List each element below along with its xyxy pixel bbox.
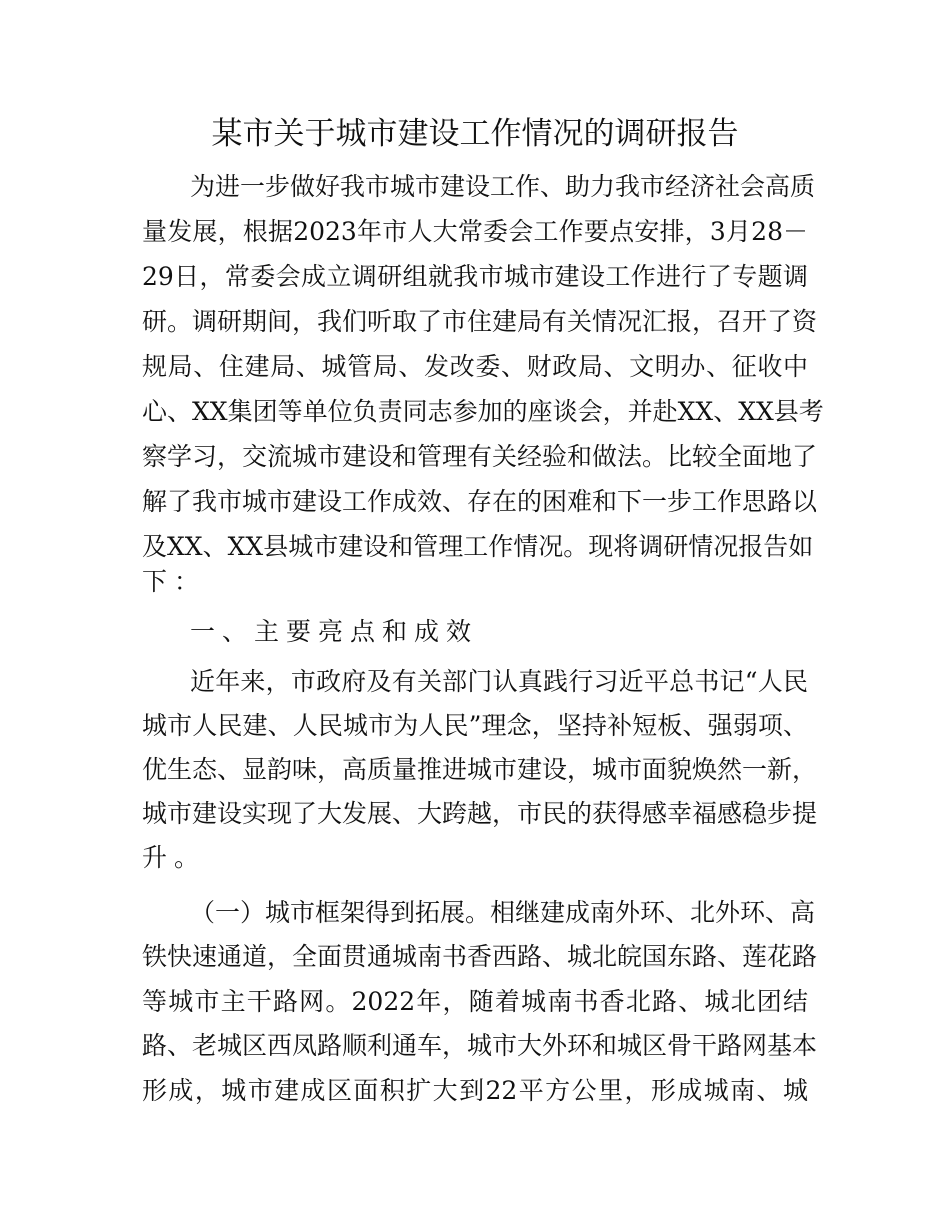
paragraph-line: 量发展，根据2023年市人大常委会工作要点安排，3月28－ — [142, 217, 808, 246]
document-title: 某市关于城市建设工作情况的调研报告 — [211, 116, 739, 152]
paragraph-line: 城市建设实现了大发展、大跨越，市民的获得感幸福感稳步提 — [142, 799, 818, 828]
paragraph-line: 铁快速通道，全面贯通城南书香西路、城北皖国东路、莲花路 — [142, 942, 818, 971]
paragraph-line: 心、XX集团等单位负责同志参加的座谈会，并赴XX、XX县考 — [142, 397, 824, 426]
paragraph-line: 近年来，市政府及有关部门认真践行习近平总书记“人民 — [190, 667, 808, 696]
paragraph-line: 29日，常委会成立调研组就我市城市建设工作进行了专题调 — [142, 262, 808, 291]
paragraph-line: 察学习，交流城市建设和管理有关经验和做法。比较全面地了 — [142, 442, 818, 471]
paragraph-line: 形成，城市建成区面积扩大到22平方公里，形成城南、城 — [142, 1076, 808, 1105]
paragraph-line: （一）城市框架得到拓展。相继建成南外环、北外环、高 — [190, 898, 816, 927]
paragraph-line: 为进一步做好我市城市建设工作、助力我市经济社会高质 — [190, 172, 816, 201]
paragraph-line: 研。调研期间，我们听取了市住建局有关情况汇报，召开了资 — [142, 307, 818, 336]
paragraph-line: 等城市主干路网。2022年，随着城南书香北路、城北团结 — [142, 987, 808, 1016]
paragraph-line: 优生态、显韵味，高质量推进城市建设，城市面貌焕然一新， — [142, 755, 818, 784]
paragraph-line: 路、老城区西凤路顺利通车，城市大外环和城区骨干路网基本 — [142, 1031, 818, 1060]
paragraph-line: 下： — [142, 567, 207, 596]
paragraph-line: 升。 — [142, 843, 207, 872]
paragraph-line: 及XX、XX县城市建设和管理工作情况。现将调研情况报告如 — [142, 532, 814, 561]
section-heading: 一、主要亮点和成效 — [190, 617, 479, 646]
paragraph-line: 解了我市城市建设工作成效、存在的困难和下一步工作思路以 — [142, 487, 818, 516]
paragraph-line: 规局、住建局、城管局、发改委、财政局、文明办、征收中 — [142, 352, 808, 381]
paragraph-line: 城市人民建、人民城市为人民”理念，坚持补短板、强弱项、 — [142, 711, 808, 740]
